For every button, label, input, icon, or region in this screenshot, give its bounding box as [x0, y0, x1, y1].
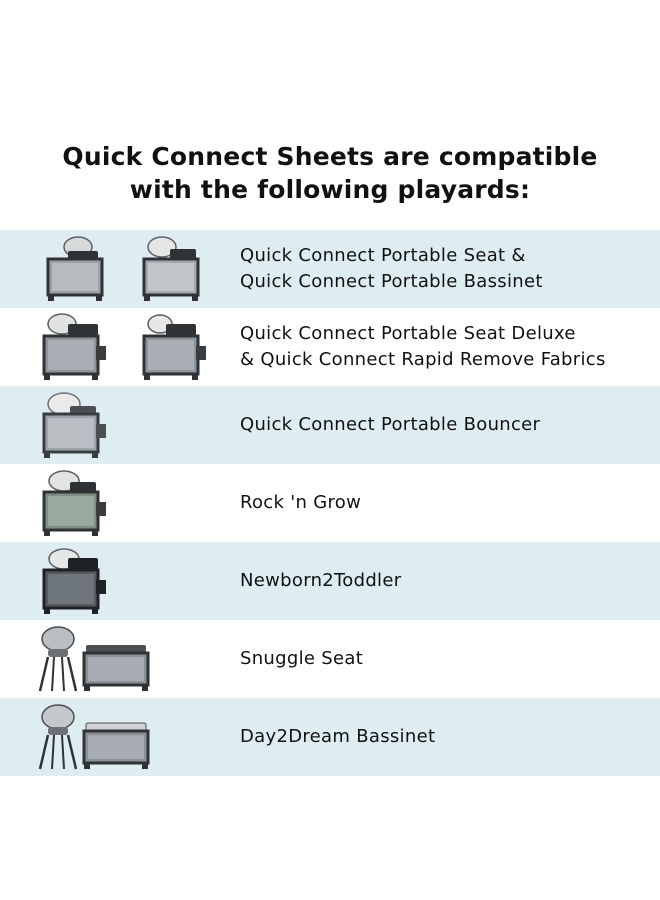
snuggle-seat-and-playard-icon [34, 623, 154, 695]
product-name [240, 724, 435, 750]
row-5-images [0, 542, 240, 620]
playard-with-bouncer-icon [40, 390, 108, 460]
list-item [0, 620, 660, 698]
product-name-line-1: Day2Dream Bassinet [240, 726, 436, 747]
page-heading [0, 140, 660, 206]
list-item [0, 542, 660, 620]
product-name-line-1: Quick Connect Portable Seat Deluxe [240, 323, 576, 344]
product-name-line-1: Quick Connect Portable Bouncer [240, 414, 541, 435]
list-item [0, 386, 660, 464]
compatibility-list [0, 230, 660, 776]
bassinet-stand-and-playard-icon [34, 701, 154, 773]
product-name [240, 568, 401, 594]
product-name-line-1: Newborn2Toddler [240, 570, 402, 591]
list-item [0, 464, 660, 542]
product-name-line-2: & Quick Connect Rapid Remove Fabrics [240, 349, 606, 370]
playard-with-changer-icon [40, 312, 108, 382]
heading-line-2: with the following playards: [129, 175, 531, 204]
product-name [240, 412, 540, 438]
row-1-images [0, 230, 240, 308]
playard-with-bassinet-icon [44, 235, 106, 303]
playard-newborn2toddler-icon [40, 546, 108, 616]
product-name [240, 243, 543, 295]
list-item [0, 230, 660, 308]
row-3-images [0, 386, 240, 464]
playard-with-changer-icon [140, 312, 208, 382]
product-name-line-1: Quick Connect Portable Seat & [240, 245, 526, 266]
product-name [240, 490, 361, 516]
playard-with-rocker-icon [40, 468, 108, 538]
list-item [0, 308, 660, 386]
heading-line-1: Quick Connect Sheets are compatible [62, 142, 598, 171]
row-4-images [0, 464, 240, 542]
list-item [0, 698, 660, 776]
product-name-line-1: Snuggle Seat [240, 648, 364, 669]
row-6-images [0, 620, 240, 698]
row-7-images [0, 698, 240, 776]
playard-with-changer-icon [140, 235, 202, 303]
product-name-line-1: Rock 'n Grow [240, 492, 362, 513]
product-name-line-2: Quick Connect Portable Bassinet [240, 271, 543, 292]
row-2-images [0, 308, 240, 386]
product-name [240, 321, 606, 373]
product-name [240, 646, 363, 672]
